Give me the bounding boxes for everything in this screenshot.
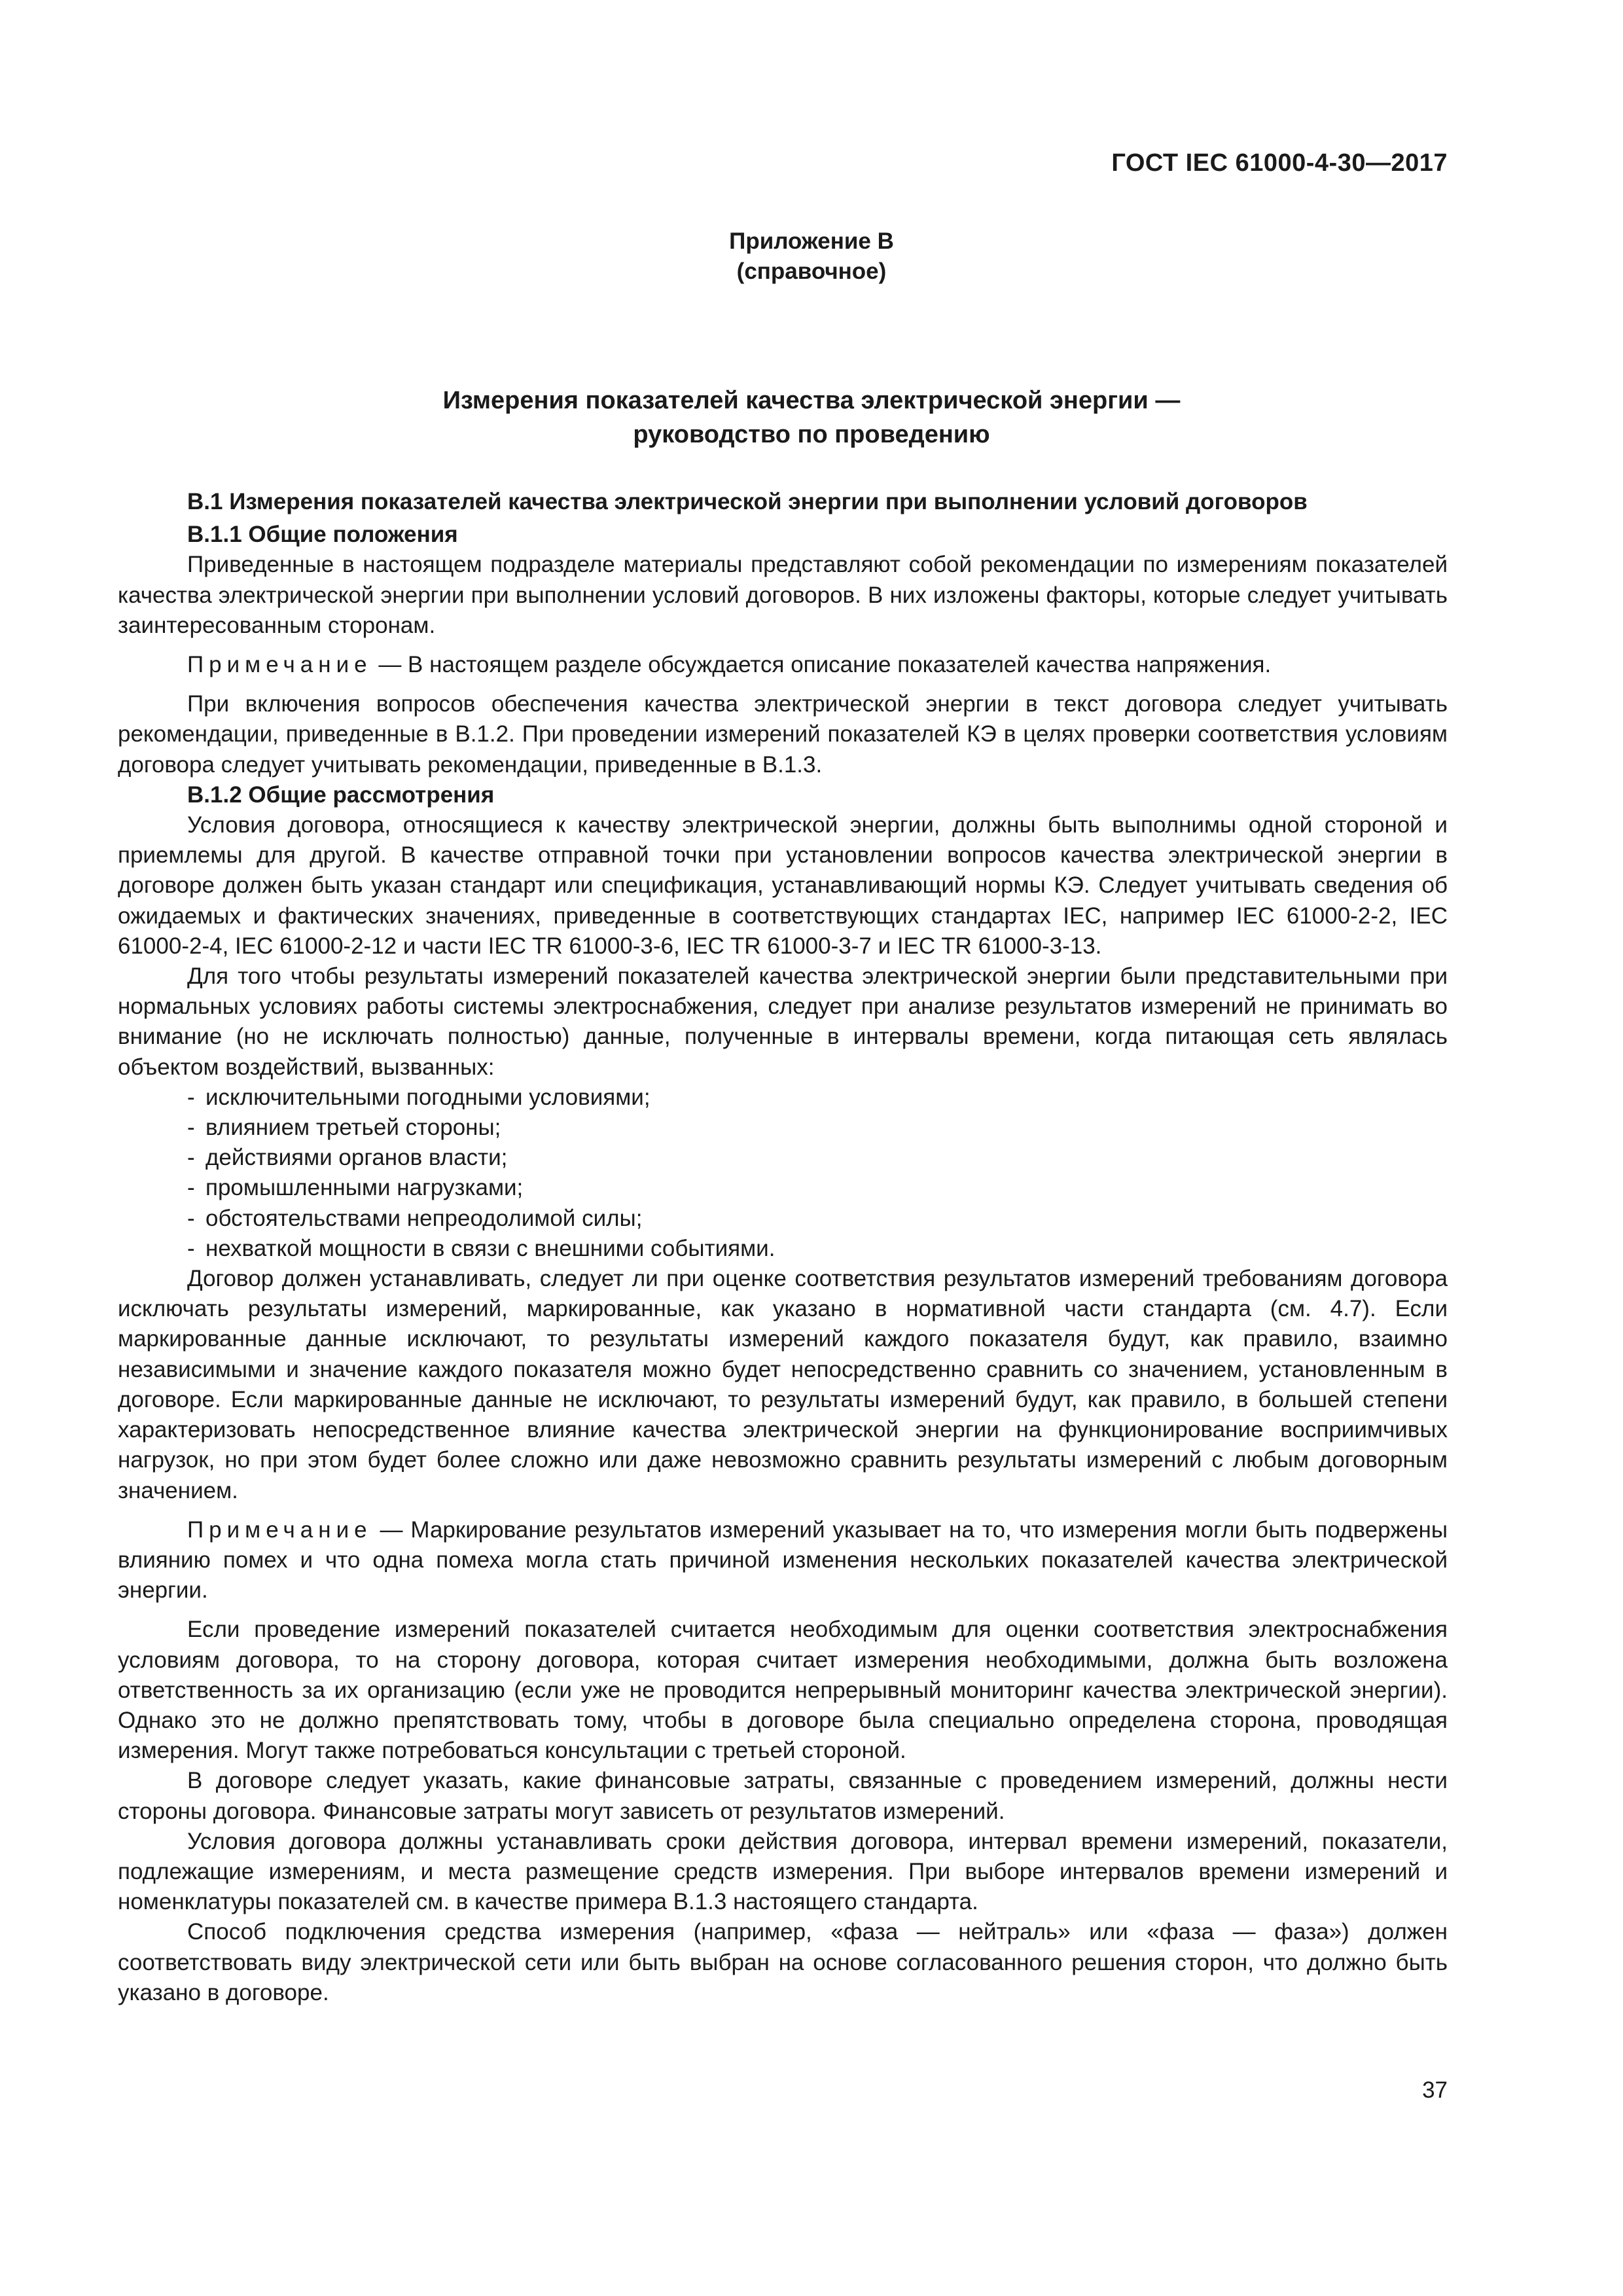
- appendix-title-line-1: Измерения показателей качества электрической энергии —: [442, 387, 1181, 414]
- note-text: — Маркирование результатов измерений указывает на то, что измерения могли быть подвержены влиянию помех и что одна помеха могла стать причиной изменения нескольких показателей качества электрической энергии.: [118, 1516, 1448, 1604]
- paragraph: Договор должен устанавливать, следует ли при оценке соответствия результатов измерений требованиям договора исключать результаты измерений, маркированные, как указано в нормативной части стандарта (см. 4.7). Если маркированные данные исключают, то результаты измерений каждого показателя будут, как правило, взаимно независимыми и значение каждого показателя можно будет непосредственно сравнить со значением, установленным в договоре. Если маркированные данные не исключают, то результаты измерений будут, как правило, в большей степени характеризовать непосредственное влияние качества электрической энергии на функционирование восприимчивых нагрузок, но при этом будет более сложно или даже невозможно сравнить результаты измерений с любым договорным значением.: [118, 1266, 1448, 1503]
- list-item: - действиями органов власти;: [187, 1143, 1448, 1173]
- appendix-heading: [0, 226, 1623, 287]
- list-item: - влиянием третьей стороны;: [187, 1113, 1448, 1143]
- note-text: — В настоящем разделе обсуждается описание показателей качества напряжения.: [372, 652, 1272, 678]
- paragraph: Приведенные в настоящем подразделе материалы представляют собой рекомендации по измерениям показателей качества электрической энергии при выполнении условий договоров. В них изложены факторы, которые следует учитывать заинтересованным сторонам.: [118, 552, 1448, 638]
- appendix-label: Приложение В: [729, 228, 894, 254]
- section-b11-heading: В.1.1 Общие положения: [187, 522, 458, 548]
- note: [118, 650, 1448, 680]
- list-item: - промышленными нагрузками;: [187, 1173, 1448, 1203]
- paragraph: Способ подключения средства измерения (например, «фаза — нейтраль» или «фаза — фаза») должен соответствовать виду электрической сети или быть выбран на основе согласованного решения сторон, что должно быть указано в договоре.: [118, 1919, 1448, 2005]
- impact-causes-list: [118, 1083, 1448, 1264]
- document-code: ГОСТ IEC 61000-4-30—2017: [1111, 149, 1448, 177]
- list-item: - исключительными погодными условиями;: [187, 1083, 1448, 1113]
- document-body: [118, 487, 1448, 2008]
- note: [118, 1515, 1448, 1606]
- appendix-kind: (справочное): [736, 259, 887, 284]
- section-b1-heading: В.1 Измерения показателей качества электрической энергии при выполнении условий договоров: [187, 489, 1308, 514]
- section-b12-heading: В.1.2 Общие рассмотрения: [187, 781, 495, 808]
- paragraph: При включения вопросов обеспечения качества электрической энергии в текст договора следует учитывать рекомендации, приведенные в В.1.2. При проведении измерений показателей КЭ в целях проверки соответствия условиям договора следует учитывать рекомендации, приведенные в В.1.3.: [118, 691, 1448, 778]
- appendix-title: [0, 384, 1623, 452]
- paragraph: Условия договора, относящиеся к качеству электрической энергии, должны быть выполнимы одной стороной и приемлемы для другой. В качестве отправной точки при установлении вопросов качества электрической энергии в договоре должен быть указан стандарт или спецификация, устанавливающий нормы КЭ. Следует учитывать сведения об ожидаемых и фактических значениях, приведенные в соответствующих стандартах IEC, например IEC 61000-2-2, IEC 61000-2-4, IEC 61000-2-12 и части IEC TR 61000-3-6, IEC TR 61000-3-7 и IEC TR 61000-3-13.: [118, 812, 1448, 959]
- page-number: 37: [1422, 2077, 1448, 2103]
- paragraph: Если проведение измерений показателей считается необходимым для оценки соответствия электроснабжения условиям договора, то на сторону договора, которая считает измерения необходимыми, должна быть возложена ответственность за их организацию (если уже не проводится непрерывный мониторинг качества электрической энергии). Однако это не должно препятствовать тому, чтобы в договоре была специально определена сторона, проводящая измерения. Могут также потребоваться консультации с третьей стороной.: [118, 1617, 1448, 1764]
- note-label: Примечание: [187, 1516, 372, 1543]
- paragraph: Условия договора должны устанавливать сроки действия договора, интервал времени измерений, показатели, подлежащие измерениям, и места размещение средств измерения. При выборе интервалов времени измерений и номенклатуры показателей см. в качестве примера В.1.3 настоящего стандарта.: [118, 1828, 1448, 1915]
- note-label: Примечание: [187, 652, 372, 678]
- list-item: - нехваткой мощности в связи с внешними событиями.: [187, 1234, 1448, 1264]
- paragraph: В договоре следует указать, какие финансовые затраты, связанные с проведением измерений, должны нести стороны договора. Финансовые затраты могут зависеть от результатов измерений.: [118, 1768, 1448, 1824]
- paragraph: Для того чтобы результаты измерений показателей качества электрической энергии были представительными при нормальных условиях работы системы электроснабжения, следует при анализе результатов измерений не принимать во внимание (но не исключать полностью) данные, полученные в интервалы времени, когда питающая сеть являлась объектом воздействий, вызванных:: [118, 963, 1448, 1080]
- appendix-title-line-2: руководство по проведению: [633, 421, 990, 448]
- list-item: - обстоятельствами непреодолимой силы;: [187, 1204, 1448, 1234]
